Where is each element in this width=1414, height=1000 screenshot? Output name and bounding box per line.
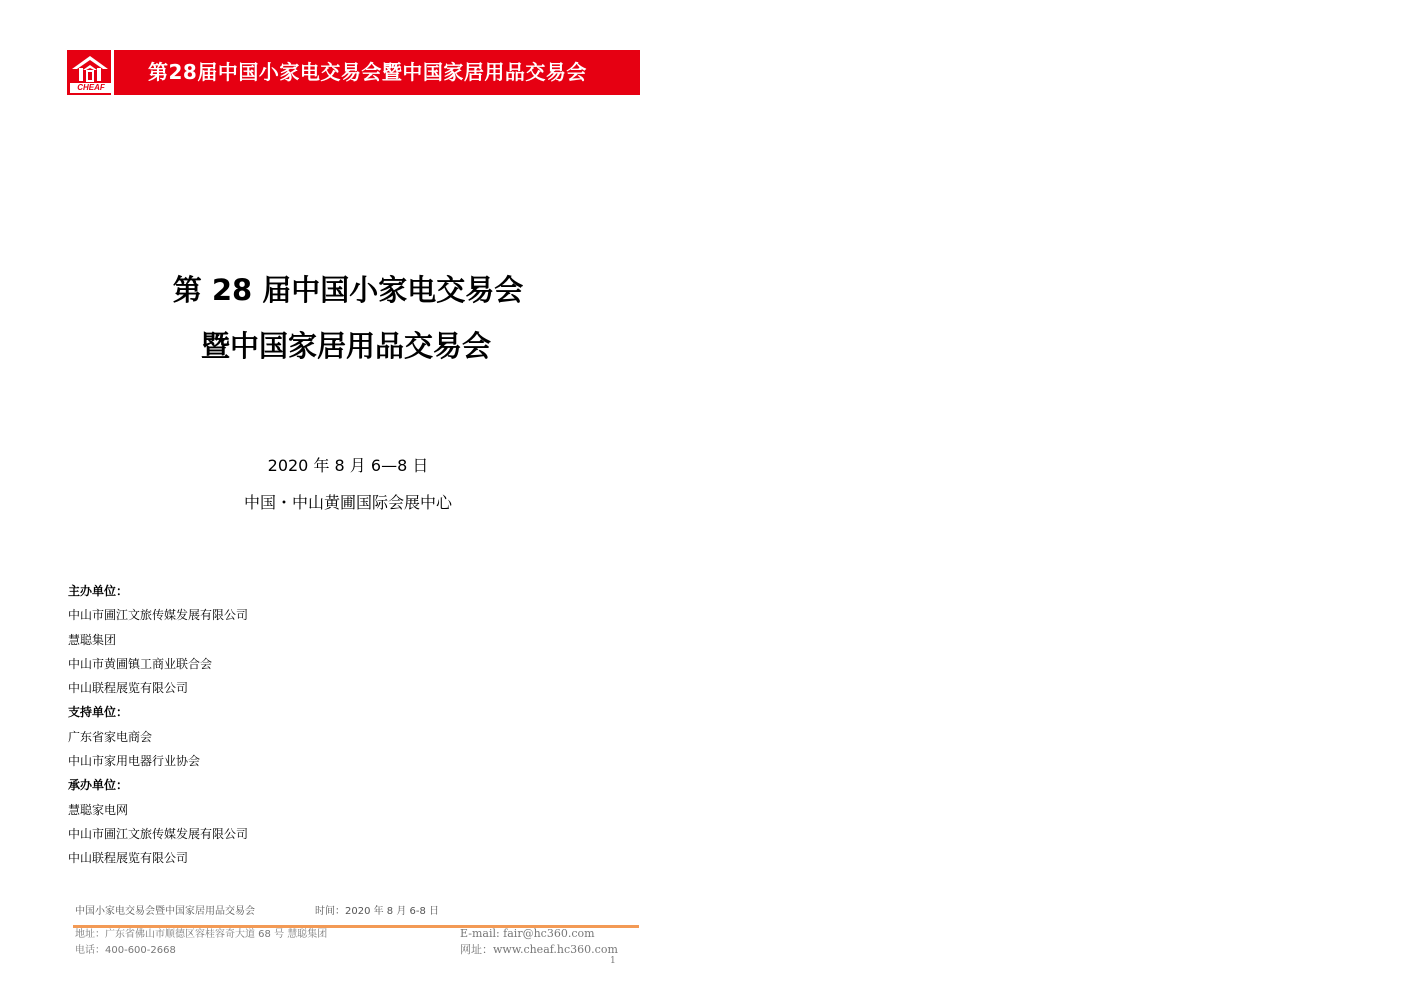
supporter-item: 中山市家用电器行业协会 [68, 754, 201, 769]
event-date: 2020 年 8 月 6—8 日 [267, 456, 429, 475]
banner-title: 第28届中国小家电交易会暨中国家居用品交易会 [148, 60, 587, 84]
page-title-line1 [0, 270, 700, 310]
organizer-heading: 主办单位： [68, 584, 129, 598]
logo-text: CHEAF [70, 83, 112, 93]
organizer-list [68, 579, 468, 871]
event-venue: 中国・中山黄圃国际会展中心 [243, 493, 452, 512]
undertaker-item: 中山市圃江文旅传媒发展有限公司 [68, 826, 249, 841]
supporter-item: 广东省家电商会 [68, 729, 153, 744]
page-title-line1-text: 第 28 届中国小家电交易会 [172, 273, 524, 307]
organizer-item: 慧聪集团 [68, 632, 117, 647]
page-number: 1 [610, 956, 616, 966]
footer-website[interactable]: 网址：www.cheaf.hc360.com [460, 943, 618, 956]
undertaker-item: 中山联程展览有限公司 [68, 851, 189, 866]
house-logo-icon [70, 53, 110, 83]
page-title-line2: 暨中国家居用品交易会 [200, 329, 491, 363]
footer-address: 地址：广东省佛山市顺德区容桂容奇大道 68 号 慧聪集团 [75, 929, 328, 940]
footer-event-name: 中国小家电交易会暨中国家居用品交易会 [75, 906, 255, 917]
organizer-item: 中山市圃江文旅传媒发展有限公司 [68, 608, 249, 623]
organizer-item: 中山联程展览有限公司 [68, 681, 189, 696]
footer-time: 时间：2020 年 8 月 6-8 日 [315, 906, 440, 917]
footer-email[interactable]: E-mail: fair@hc360.com [460, 927, 595, 940]
undertaker-item: 慧聪家电网 [68, 802, 129, 817]
organizer-item: 中山市黄圃镇工商业联合会 [68, 656, 213, 671]
undertaker-heading: 承办单位： [68, 778, 129, 793]
supporter-heading: 支持单位： [68, 705, 129, 720]
footer-phone: 电话：400-600-2668 [75, 945, 176, 956]
